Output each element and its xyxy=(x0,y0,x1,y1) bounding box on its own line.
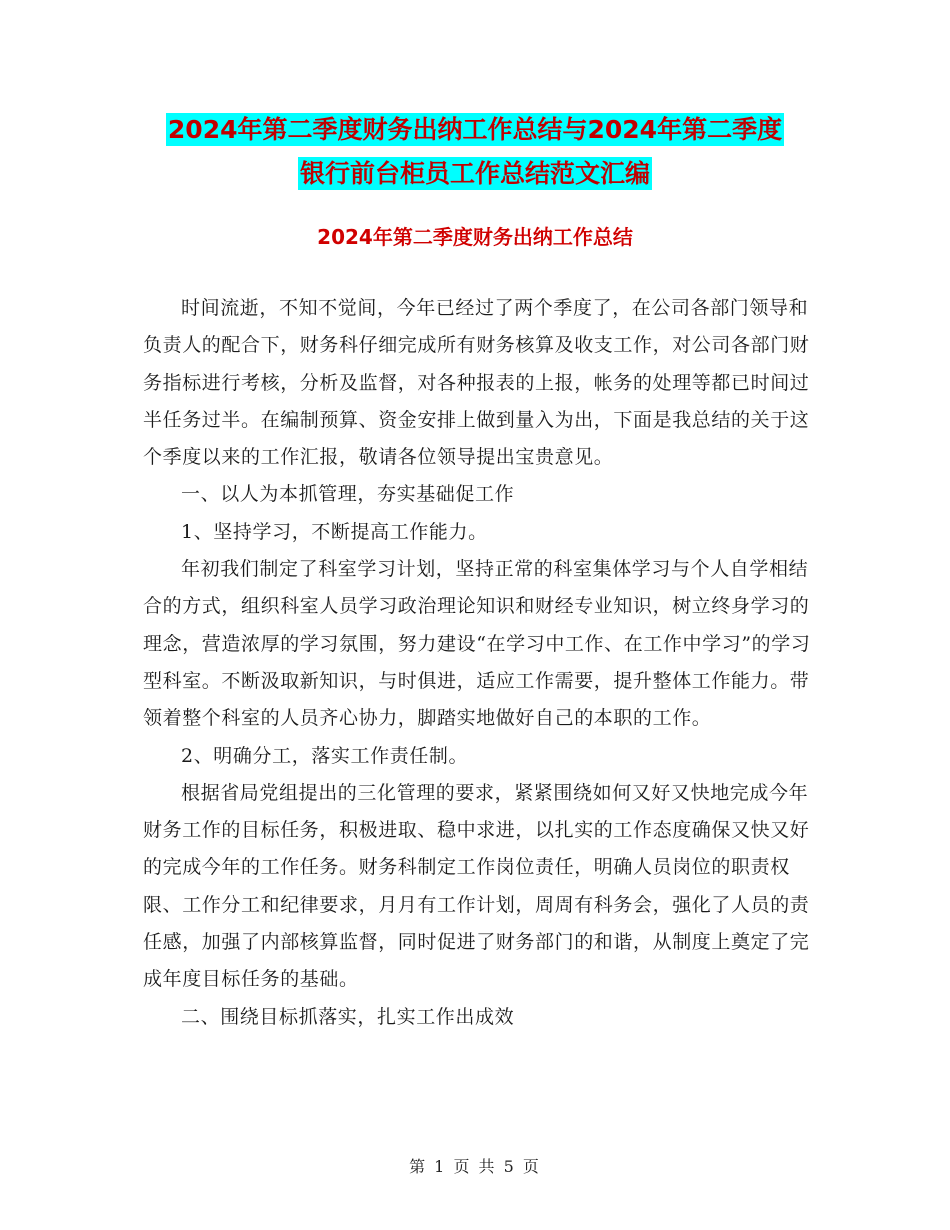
document-title-line-1: 2024年第二季度财务出纳工作总结与2024年第二季度 xyxy=(167,115,783,144)
subheading-1: 1、坚持学习，不断提高工作能力。 xyxy=(181,520,488,543)
document-body xyxy=(143,290,813,1036)
section-title: 2024年第二季度财务出纳工作总结 xyxy=(317,225,633,249)
paragraph-study: 年初我们制定了科室学习计划，坚持正常的科室集体学习与个人自学相结合的方式，组织科室人员学习政治理论知识和财经专业知识，树立终身学习的理念，营造浓厚的学习氛围，努力建设“在学习中工作、在工作中学习”的学习型科室。不断汲取新知识，与时俱进，适应工作需要，提升整体工作能力。带领着整个科室的人员齐心协力，脚踏实地做好自己的本职的工作。 xyxy=(143,558,811,730)
heading-part-1: 一、以人为本抓管理，夯实基础促工作 xyxy=(181,483,515,506)
heading-part-2: 二、围绕目标抓落实，扎实工作出成效 xyxy=(181,1005,515,1028)
subheading-2: 2、明确分工，落实工作责任制。 xyxy=(181,744,469,767)
page-footer: 第 1 页 共 5 页 xyxy=(409,1157,541,1176)
document-title xyxy=(0,108,950,196)
paragraph-intro: 时间流逝，不知不觉间，今年已经过了两个季度了，在公司各部门领导和负责人的配合下，财务科仔细完成所有财务核算及收支工作，对公司各部门财务指标进行考核，分析及监督，对各种报表的上报，帐务的处理等都已时间过半任务过半。在编制预算、资金安排上做到量入为出，下面是我总结的关于这个季度以来的工作汇报，敬请各位领导提出宝贵意见。 xyxy=(143,297,810,469)
document-title-line-2: 银行前台柜员工作总结范文汇编 xyxy=(299,159,650,188)
paragraph-responsibility: 根据省局党组提出的三化管理的要求，紧紧围绕如何又好又快地完成今年财务工作的目标任务，积极进取、稳中求进，以扎实的工作态度确保又快又好的完成今年的工作任务。财务科制定工作岗位责任，明确人员岗位的职责权限、工作分工和纪律要求，月月有工作计划，周周有科务会，强化了人员的责任感，加强了内部核算监督，同时促进了财务部门的和谐，从制度上奠定了完成年度目标任务的基础。 xyxy=(143,781,810,991)
